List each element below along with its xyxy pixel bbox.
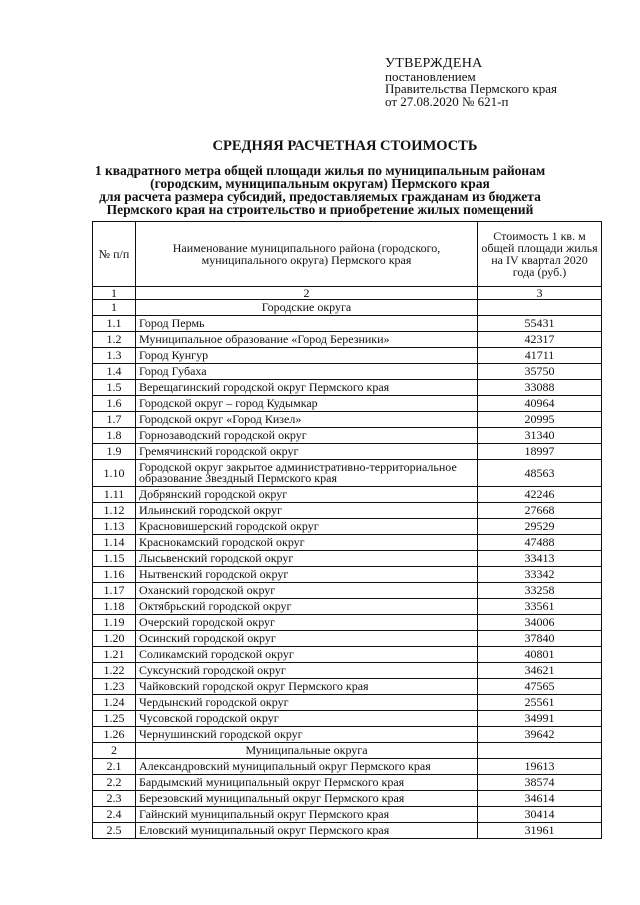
row-value: 41711 [478,348,602,364]
row-number: 1.10 [93,460,136,487]
table-row [93,444,602,460]
row-value: 33258 [478,583,602,599]
row-number: 1.1 [93,316,136,332]
row-number: 1.13 [93,519,136,535]
row-number: 1.2 [93,332,136,348]
table-header-row [93,222,602,287]
table-row [93,551,602,567]
row-value: 42246 [478,487,602,503]
approval-block [385,58,557,108]
row-value: 47488 [478,535,602,551]
table-row [93,711,602,727]
row-number: 1.9 [93,444,136,460]
row-number: 2.3 [93,791,136,807]
table-row [93,647,602,663]
row-number: 2.1 [93,759,136,775]
table-row [93,615,602,631]
table-row [93,348,602,364]
row-number: 2.4 [93,807,136,823]
row-name: Краснокамский городской округ [136,535,478,551]
row-number: 1.26 [93,727,136,743]
table-row [93,679,602,695]
section-row [93,743,602,759]
row-name: Оханский городской округ [136,583,478,599]
row-name: Горнозаводский городской округ [136,428,478,444]
row-number: 1.18 [93,599,136,615]
row-number: 1.16 [93,567,136,583]
document-subtitle-line: Пермского края на строительство и приобретение жилых помещений [106,202,534,217]
table-row [93,663,602,679]
row-name: Чердынский городской округ [136,695,478,711]
row-name: Соликамский городской округ [136,647,478,663]
document-subtitle-line: для расчета размера субсидий, предоставляемых гражданам из бюджета [99,189,541,204]
row-name: Городской округ – город Кудымкар [136,396,478,412]
document-heading [0,138,640,216]
row-number: 1.12 [93,503,136,519]
table-row [93,396,602,412]
row-name: Верещагинский городской округ Пермского края [136,380,478,396]
row-value: 19613 [478,759,602,775]
row-number: 1.4 [93,364,136,380]
row-value: 27668 [478,503,602,519]
row-number: 1.20 [93,631,136,647]
row-name: Еловский муниципальный округ Пермского края [136,823,478,839]
row-value: 33561 [478,599,602,615]
row-name: Березовский муниципальный округ Пермского края [136,791,478,807]
section-row [93,300,602,316]
row-value: 42317 [478,332,602,348]
row-number: 1.19 [93,615,136,631]
row-number: 1.14 [93,535,136,551]
row-value: 18997 [478,444,602,460]
row-name: Красновишерский городской округ [136,519,478,535]
row-value: 34614 [478,791,602,807]
table-row [93,775,602,791]
column-index-row [93,287,602,300]
row-name: Добрянский городской округ [136,487,478,503]
row-name: Город Губаха [136,364,478,380]
row-number: 2.2 [93,775,136,791]
row-value: 29529 [478,519,602,535]
table-row [93,503,602,519]
header-number: № п/п [93,222,136,287]
row-number: 1.11 [93,487,136,503]
row-value: 37840 [478,631,602,647]
table-row [93,412,602,428]
row-number: 1.5 [93,380,136,396]
table-row [93,599,602,615]
section-number: 1 [93,300,136,316]
table-row [93,364,602,380]
row-name: Ильинский городской округ [136,503,478,519]
section-number: 2 [93,743,136,759]
row-name: Осинский городской округ [136,631,478,647]
document-subtitle-line: (городским, муниципальным округам) Пермского края [150,176,490,191]
row-name: Город Пермь [136,316,478,332]
row-value: 33088 [478,380,602,396]
row-name: Бардымский муниципальный округ Пермского края [136,775,478,791]
row-value: 48563 [478,460,602,487]
row-number: 1.3 [93,348,136,364]
row-name: Гайнский муниципальный округ Пермского края [136,807,478,823]
header-name: Наименование муниципального района (городского, муниципального округа) Пермского края [136,222,478,287]
row-number: 1.7 [93,412,136,428]
row-value: 55431 [478,316,602,332]
section-value-cell [478,300,602,316]
row-value: 34006 [478,615,602,631]
table-row [93,807,602,823]
row-number: 1.8 [93,428,136,444]
table-row [93,583,602,599]
row-name: Лысьвенский городской округ [136,551,478,567]
table-row [93,727,602,743]
cost-table [92,221,602,839]
row-value: 34621 [478,663,602,679]
row-name: Чусовской городской округ [136,711,478,727]
table-row [93,316,602,332]
row-name: Суксунский городской округ [136,663,478,679]
row-value: 47565 [478,679,602,695]
row-value: 34991 [478,711,602,727]
row-name: Нытвенский городской округ [136,567,478,583]
table-row [93,791,602,807]
table-row [93,519,602,535]
row-value: 40964 [478,396,602,412]
row-number: 1.21 [93,647,136,663]
table-row [93,332,602,348]
row-name: Городской округ закрытое административно-территориальное образование Звездный Пермского края [136,460,478,487]
row-value: 35750 [478,364,602,380]
table-row [93,695,602,711]
row-name: Муниципальное образование «Город Березники» [136,332,478,348]
table-row [93,487,602,503]
row-number: 1.15 [93,551,136,567]
row-value: 40801 [478,647,602,663]
table-row [93,460,602,487]
table-row [93,535,602,551]
table-body [93,287,602,839]
row-number: 1.23 [93,679,136,695]
row-name: Город Кунгур [136,348,478,364]
row-number: 2.5 [93,823,136,839]
column-index: 2 [136,287,478,300]
row-number: 1.25 [93,711,136,727]
row-name: Александровский муниципальный округ Пермского края [136,759,478,775]
row-value: 33342 [478,567,602,583]
row-number: 1.22 [93,663,136,679]
row-name: Гремячинский городской округ [136,444,478,460]
column-index: 3 [478,287,602,300]
row-value: 30414 [478,807,602,823]
table-row [93,631,602,647]
column-index: 1 [93,287,136,300]
row-name: Чернушинский городской округ [136,727,478,743]
header-cost: Стоимость 1 кв. м общей площади жилья на IV квартал 2020 года (руб.) [478,222,602,287]
table-row [93,380,602,396]
section-title: Муниципальные округа [136,743,478,759]
table-row [93,759,602,775]
row-value: 31340 [478,428,602,444]
table-row [93,823,602,839]
row-name: Очерский городской округ [136,615,478,631]
row-value: 39642 [478,727,602,743]
document-subtitle-line: 1 квадратного метра общей площади жилья по муниципальным районам [94,163,546,178]
row-number: 1.17 [93,583,136,599]
row-name: Чайковский городской округ Пермского края [136,679,478,695]
row-value: 25561 [478,695,602,711]
approval-date: от 27.08.2020 № 621-п [385,93,509,109]
row-value: 31961 [478,823,602,839]
row-value: 33413 [478,551,602,567]
row-value: 20995 [478,412,602,428]
section-value-cell [478,743,602,759]
document-title: СРЕДНЯЯ РАСЧЕТНАЯ СТОИМОСТЬ [212,138,478,154]
row-value: 38574 [478,775,602,791]
section-title: Городские округа [136,300,478,316]
approval-line: Правительства Пермского края [385,81,557,96]
approval-line: постановлением [385,68,476,84]
row-name: Октябрьский городской округ [136,599,478,615]
row-number: 1.6 [93,396,136,412]
table-row [93,428,602,444]
row-number: 1.24 [93,695,136,711]
approval-title: УТВЕРЖДЕНА [385,56,483,71]
row-name: Городской округ «Город Кизел» [136,412,478,428]
table-row [93,567,602,583]
